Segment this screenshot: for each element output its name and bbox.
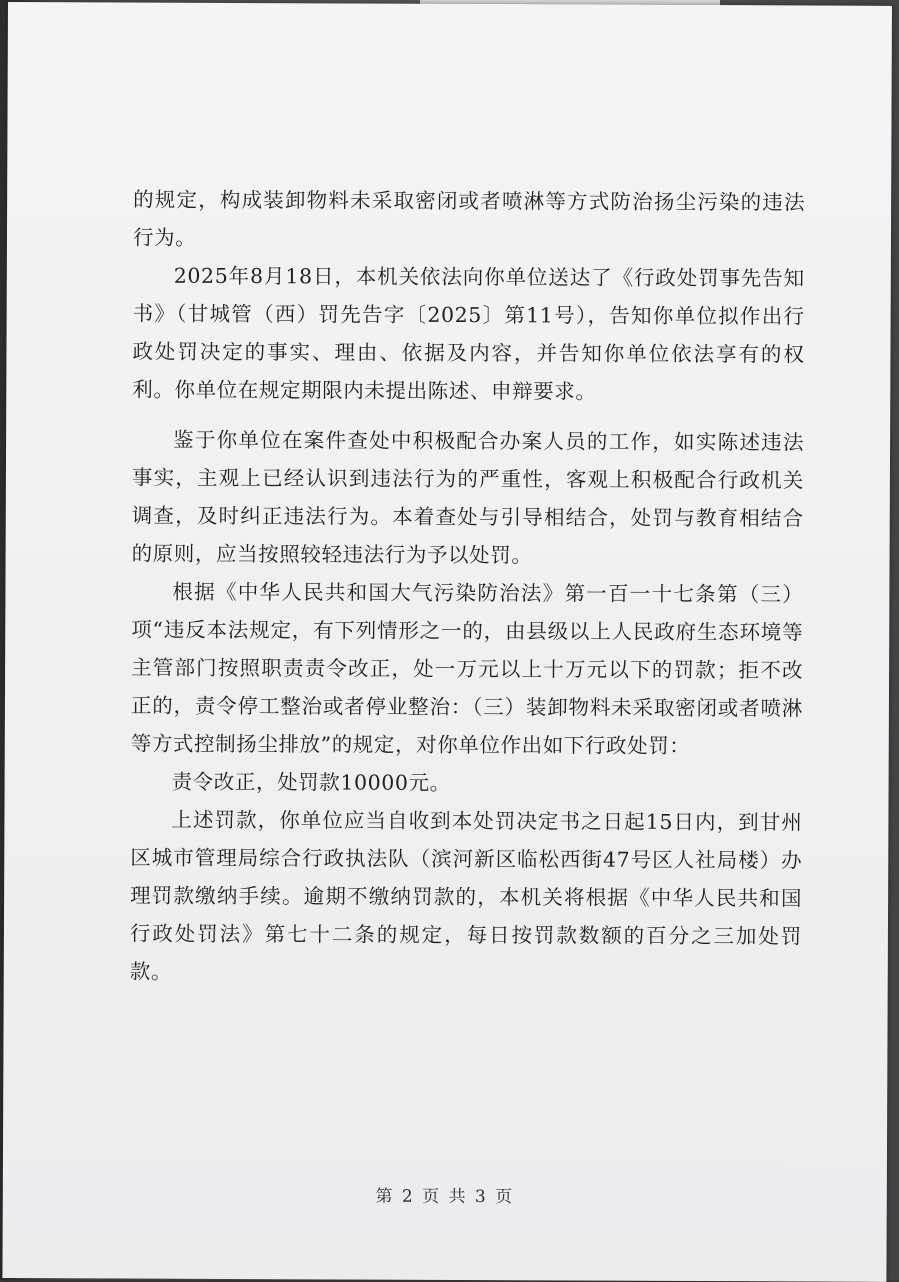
paragraph-penalty: 责令改正，处罚款10000元。 bbox=[171, 769, 451, 795]
document-page bbox=[2, 2, 892, 1282]
paragraph-prior-notice: 2025年8月18日，本机关依法向你单位送达了《行政处罚事先告知书》（甘城管（西）罚先告字〔2025〕第11号），告知你单位拟作出行政处罚决定的事实、理由、依据及内容，并告知你单位依法享有的权利。你单位在规定期限内未提出陈述、申辩要求。 bbox=[132, 263, 805, 404]
document-body bbox=[130, 181, 806, 994]
paragraph-continuation: 的规定，构成装卸物料未采取密闭或者喷淋等方式防治扬尘污染的违法行为。 bbox=[132, 187, 806, 250]
paragraph-mitigation: 鉴于你单位在案件查处中积极配合办案人员的工作，如实陈述违法事实，主观上已经认识到违法行为的严重性，客观上积极配合行政机关调查，及时纠正违法行为。本着查处与引导相结合，处罚与教育相结合的原则，应当按照较轻违法行为予以处罚。 bbox=[131, 427, 805, 568]
paragraph-legal-basis: 根据《中华人民共和国大气污染防治法》第一百一十七条第（三）项“违反本法规定，有下列情形之一的，由县级以上人民政府生态环境等主管部门按照职责责令改正，处一万元以上十万元以下的罚款；拒不改正的，责令停工整治或者停业整治：（三）装卸物料未采取密闭或者喷淋等方式控制扬尘排放”的规定，对你单位作出如下行政处罚： bbox=[130, 579, 804, 758]
paragraph-payment-instructions: 上述罚款，你单位应当自收到本处罚决定书之日起15日内，到甘州区城市管理局综合行政执法队（滨河新区临松西街47号区人社局楼）办理罚款缴纳手续。逾期不缴纳罚款的，本机关将根据《中华人民共和国行政处罚法》第七十二条的规定，每日按罚款数额的百分之三加处罚款。 bbox=[129, 807, 803, 984]
page-number-footer: 第 2 页 共 3 页 bbox=[375, 1186, 515, 1208]
